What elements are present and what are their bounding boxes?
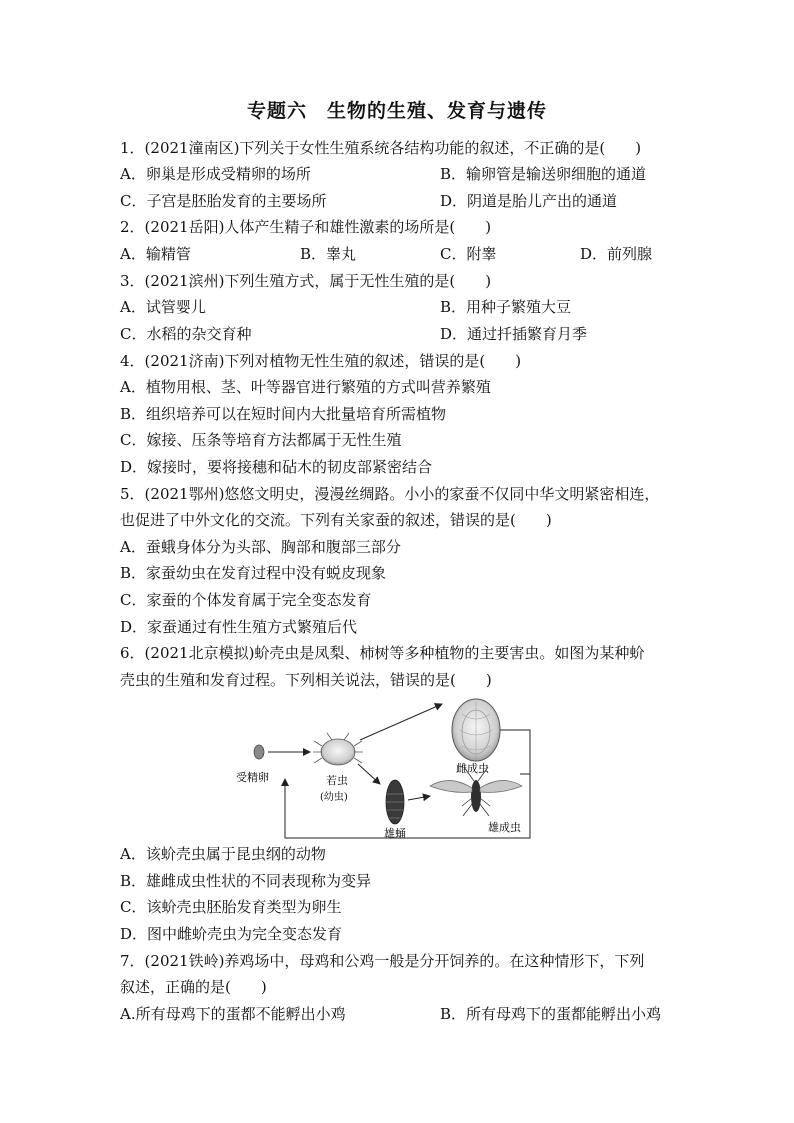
- q7-option-a: A.所有母鸡下的蛋都不能孵出小鸡: [120, 1005, 346, 1023]
- q4-option-b: B．组织培养可以在短时间内大批量培育所需植物: [120, 405, 447, 423]
- arrow-nymph-to-pupa: [358, 764, 380, 784]
- q6-stem-line1: 6．(2021北京模拟)蚧壳虫是凤梨、柿树等多种植物的主要害虫。如图为某种蚧: [120, 644, 645, 662]
- q5-stem-line1: 5．(2021鄂州)悠悠文明史，漫漫丝绸路。小小的家蚕不仅同中华文明紧密相连，: [120, 485, 660, 503]
- q1-option-c: C．子宫是胚胎发育的主要场所: [120, 192, 327, 210]
- egg-label: 受精卵: [236, 771, 269, 784]
- egg-illustration: [254, 745, 264, 759]
- q5-option-b: B．家蚕幼虫在发育过程中没有蜕皮现象: [120, 564, 387, 582]
- q1-stem: 1．(2021潼南区)下列关于女性生殖系统各结构功能的叙述，不正确的是( ): [120, 139, 642, 157]
- scale-insect-lifecycle-figure: [230, 694, 550, 840]
- q3-option-a: A．试管婴儿: [120, 298, 206, 316]
- q3-option-b: B．用种子繁殖大豆: [440, 298, 572, 316]
- q6-option-a: A．该蚧壳虫属于昆虫纲的动物: [120, 845, 326, 863]
- q7-stem-line1: 7．(2021铁岭)养鸡场中，母鸡和公鸡一般是分开饲养的。在这种情形下，下列: [120, 952, 645, 970]
- q2-option-d: D．前列腺: [580, 245, 653, 263]
- q3-option-d: D．通过扦插繁育月季: [440, 325, 588, 343]
- page-title: 专题六 生物的生殖、发育与遗传: [246, 100, 547, 122]
- q5-option-d: D．家蚕通过有性生殖方式繁殖后代: [120, 618, 358, 636]
- q6-option-b: B．雄雌成虫性状的不同表现称为变异: [120, 872, 372, 890]
- q6-stem-line2: 壳虫的生殖和发育过程。下列相关说法，错误的是( ): [120, 671, 492, 689]
- nymph-note-label: (幼虫): [320, 792, 348, 803]
- q6-option-c: C．该蚧壳虫胚胎发育类型为卵生: [120, 898, 342, 916]
- q2-option-b: B．睾丸: [300, 245, 357, 263]
- q7-stem-line2: 叙述，正确的是( ): [120, 978, 267, 996]
- q2-stem: 2．(2021岳阳)人体产生精子和雄性激素的场所是( ): [120, 218, 492, 236]
- q5-stem-line2: 也促进了中外文化的交流。下列有关家蚕的叙述，错误的是( ): [120, 511, 552, 529]
- q2-option-a: A．输精管: [120, 245, 191, 263]
- q1-option-b: B．输卵管是输送卵细胞的通道: [440, 165, 647, 183]
- arrow-pupa-to-male: [408, 796, 430, 800]
- q4-stem: 4．(2021济南)下列对植物无性生殖的叙述，错误的是( ): [120, 352, 522, 370]
- arrow-nymph-to-female: [360, 704, 442, 740]
- male-pupa-illustration: [386, 780, 404, 824]
- q3-stem: 3．(2021滨州)下列生殖方式，属于无性生殖的是( ): [120, 272, 492, 290]
- q4-option-a: A．植物用根、茎、叶等器官进行繁殖的方式叫营养繁殖: [120, 378, 491, 396]
- nymph-label: 若虫: [326, 774, 348, 787]
- nymph-illustration: [313, 733, 363, 765]
- female-adult-illustration: [452, 699, 500, 761]
- q3-option-c: C．水稻的杂交育种: [120, 325, 252, 343]
- q5-option-c: C．家蚕的个体发育属于完全变态发育: [120, 591, 372, 609]
- q4-option-d: D．嫁接时，要将接穗和砧木的韧皮部紧密结合: [120, 458, 433, 476]
- q5-option-a: A．蚕蛾身体分为头部、胸部和腹部三部分: [120, 538, 401, 556]
- male-pupa-label: 雄蛹: [384, 827, 406, 840]
- q4-option-c: C．嫁接、压条等培育方法都属于无性生殖: [120, 431, 402, 449]
- q6-option-d: D．图中雌蚧壳虫为完全变态发育: [120, 925, 343, 943]
- male-adult-label: 雄成虫: [488, 821, 521, 834]
- q1-option-a: A．卵巢是形成受精卵的场所: [120, 165, 311, 183]
- q7-option-b: B．所有母鸡下的蛋都能孵出小鸡: [440, 1005, 662, 1023]
- female-adult-label: 雌成虫: [456, 762, 489, 775]
- q1-option-d: D．阴道是胎儿产出的通道: [440, 192, 618, 210]
- q2-option-c: C．附睾: [440, 245, 497, 263]
